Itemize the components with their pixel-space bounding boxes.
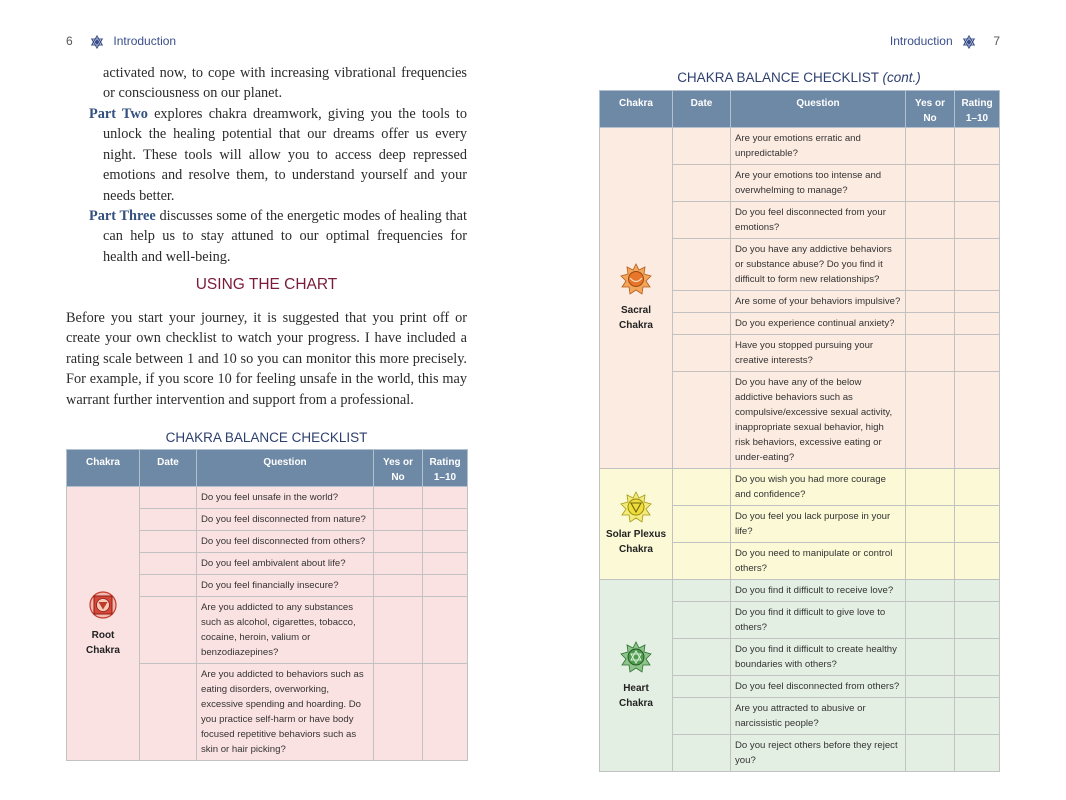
yes-no-cell[interactable] [906,735,955,772]
rating-cell[interactable] [955,239,1000,291]
question-cell: Have you stopped pursuing your creative interests? [731,335,906,372]
question-cell: Are some of your behaviors impulsive? [731,291,906,313]
sacral-chakra-icon [620,263,652,295]
date-cell[interactable] [673,469,731,506]
yes-no-cell[interactable] [906,291,955,313]
section-heading: USING THE CHART [195,276,338,293]
yes-no-cell[interactable] [374,575,423,597]
question-cell: Do you feel financially insecure? [197,575,374,597]
date-cell[interactable] [673,335,731,372]
question-cell: Are your emotions too intense and overwhelming to manage? [731,165,906,202]
col-question: Question [197,450,374,487]
rating-cell[interactable] [955,602,1000,639]
question-cell: Do you feel disconnected from others? [197,531,374,553]
rating-cell[interactable] [955,580,1000,602]
chakra-cell-solar-plexus: Solar Plexus Chakra [600,469,673,580]
date-cell[interactable] [673,313,731,335]
using-chart-paragraph: Before you start your journey, it is suggested that you print off or create your own checklist to watch your progress. I have included a rating scale between 1 and 10 so you can monitor this more precisely. For example, if you score 10 for feeling unsafe in the world, this may warrant further intervention and support from a professional. [66,310,467,408]
col-question: Question [731,91,906,128]
yes-no-cell[interactable] [906,506,955,543]
date-cell[interactable] [673,506,731,543]
col-date: Date [673,91,731,128]
question-cell: Are you addicted to any substances such as alcohol, cigarettes, tobacco, cocaine, heroin, valium or benzodiazepines? [197,597,374,664]
checklist-table-right [599,90,1000,772]
question-cell: Do you reject others before they reject you? [731,735,906,772]
table-title-left: CHAKRA BALANCE CHECKLIST [165,430,368,445]
checklist-table-left [66,449,468,761]
yes-no-cell[interactable] [374,664,423,761]
yes-no-cell[interactable] [906,543,955,580]
heart-chakra-icon [620,641,652,673]
table-header-row [600,91,1000,128]
running-head-right [890,34,1000,49]
date-cell[interactable] [673,676,731,698]
col-date: Date [140,450,197,487]
date-cell[interactable] [673,543,731,580]
date-cell[interactable] [673,291,731,313]
yes-no-cell[interactable] [906,639,955,676]
question-cell: Do you wish you had more courage and confidence? [731,469,906,506]
rating-cell[interactable] [955,291,1000,313]
chakra-cell-sacral: Sacral Chakra [600,128,673,469]
yes-no-cell[interactable] [906,239,955,291]
rating-cell[interactable] [955,335,1000,372]
question-cell: Do you have any of the below addictive behaviors such as compulsive/excessive sexual activity, inappropriate sexual behavior, high risk behaviors, excessive eating or under-eating? [731,372,906,469]
rating-cell[interactable] [423,531,468,553]
rating-cell[interactable] [423,553,468,575]
yes-no-cell[interactable] [906,202,955,239]
question-cell: Do you find it difficult to give love to others? [731,602,906,639]
question-cell: Do you have any addictive behaviors or substance abuse? Do you find it difficult to form new relationships? [731,239,906,291]
question-cell: Are you attracted to abusive or narcissistic people? [731,698,906,735]
rating-cell[interactable] [423,664,468,761]
yes-no-cell[interactable] [906,165,955,202]
rating-cell[interactable] [955,543,1000,580]
date-cell[interactable] [673,735,731,772]
date-cell[interactable] [140,575,197,597]
question-cell: Are your emotions erratic and unpredictable? [731,128,906,165]
col-rating: Rating 1–10 [423,450,468,487]
continuation-paragraph: activated now, to cope with increasing vibrational frequencies or consciousness on our planet. [103,65,467,102]
yes-no-cell[interactable] [374,509,423,531]
question-cell: Do you feel disconnected from nature? [197,509,374,531]
lotus-star-icon [962,35,976,49]
col-chakra: Chakra [600,91,673,128]
table-title-right: CHAKRA BALANCE CHECKLIST (cont.) [677,70,921,85]
question-cell: Are you addicted to behaviors such as eating disorders, overworking, excessive spending and hoarding. Do you practice self-harm or have body focused repetitive behaviors such as skin or hair picking? [197,664,374,761]
table-header-row [67,450,468,487]
col-yes-no: Yes or No [906,91,955,128]
rating-cell[interactable] [955,698,1000,735]
yes-no-cell[interactable] [906,698,955,735]
root-chakra-icon [88,590,118,620]
rating-cell[interactable] [955,506,1000,543]
question-cell: Do you feel disconnected from others? [731,676,906,698]
rating-cell[interactable] [955,469,1000,506]
solar-plexus-chakra-icon [620,491,652,523]
chakra-cell-root: Root Chakra [67,487,140,761]
question-cell: Do you need to manipulate or control others? [731,543,906,580]
date-cell[interactable] [673,602,731,639]
table-row [600,128,1000,165]
yes-no-cell[interactable] [906,372,955,469]
question-cell: Do you experience continual anxiety? [731,313,906,335]
yes-no-cell[interactable] [374,487,423,509]
rating-cell[interactable] [423,509,468,531]
rating-cell[interactable] [955,202,1000,239]
yes-no-cell[interactable] [906,469,955,506]
question-cell: Do you feel ambivalent about life? [197,553,374,575]
date-cell[interactable] [673,372,731,469]
running-head-left [66,34,176,49]
date-cell[interactable] [140,553,197,575]
yes-no-cell[interactable] [374,597,423,664]
table-row [600,469,1000,506]
question-cell: Do you feel disconnected from your emotions? [731,202,906,239]
date-cell[interactable] [673,639,731,676]
rating-cell[interactable] [955,165,1000,202]
date-cell[interactable] [673,202,731,239]
rating-cell[interactable] [955,128,1000,165]
yes-no-cell[interactable] [906,313,955,335]
chakra-cell-heart: Heart Chakra [600,580,673,772]
part-three-paragraph: Part Three discusses some of the energetic modes of healing that can help us to stay attuned to our optimal frequencies for health and well-being. [89,208,467,265]
date-cell[interactable] [140,509,197,531]
date-cell[interactable] [673,698,731,735]
date-cell[interactable] [673,580,731,602]
yes-no-cell[interactable] [906,335,955,372]
rating-cell[interactable] [423,597,468,664]
page-number: 6 [66,34,73,48]
question-cell: Do you find it difficult to create healthy boundaries with others? [731,639,906,676]
rating-cell[interactable] [423,487,468,509]
parts-list [66,104,467,267]
running-head-title: Introduction [113,34,177,48]
col-chakra: Chakra [67,450,140,487]
date-cell[interactable] [140,597,197,664]
date-cell[interactable] [140,487,197,509]
yes-no-cell[interactable] [906,128,955,165]
page-number: 7 [993,34,1000,48]
rating-cell[interactable] [955,372,1000,469]
table-row [600,580,1000,602]
question-cell: Do you feel you lack purpose in your life? [731,506,906,543]
question-cell: Do you feel unsafe in the world? [197,487,374,509]
part-two-paragraph: Part Two explores chakra dreamwork, giving you the tools to unlock the healing potential that our dreams offer us every night. These tools will allow you to access deep repressed emotions and resolve them, to understand yourself and your needs better. [89,106,467,204]
date-cell[interactable] [673,165,731,202]
rating-cell[interactable] [955,639,1000,676]
rating-cell[interactable] [955,735,1000,772]
rating-cell[interactable] [423,575,468,597]
running-head-title: Introduction [889,34,953,48]
date-cell[interactable] [673,239,731,291]
lotus-star-icon [90,35,104,49]
yes-no-cell[interactable] [374,531,423,553]
date-cell[interactable] [140,664,197,761]
col-yes-no: Yes or No [374,450,423,487]
yes-no-cell[interactable] [906,580,955,602]
rating-cell[interactable] [955,313,1000,335]
table-row [67,487,468,509]
date-cell[interactable] [673,128,731,165]
yes-no-cell[interactable] [374,553,423,575]
col-rating: Rating 1–10 [955,91,1000,128]
question-cell: Do you find it difficult to receive love? [731,580,906,602]
yes-no-cell[interactable] [906,602,955,639]
rating-cell[interactable] [955,676,1000,698]
yes-no-cell[interactable] [906,676,955,698]
date-cell[interactable] [140,531,197,553]
